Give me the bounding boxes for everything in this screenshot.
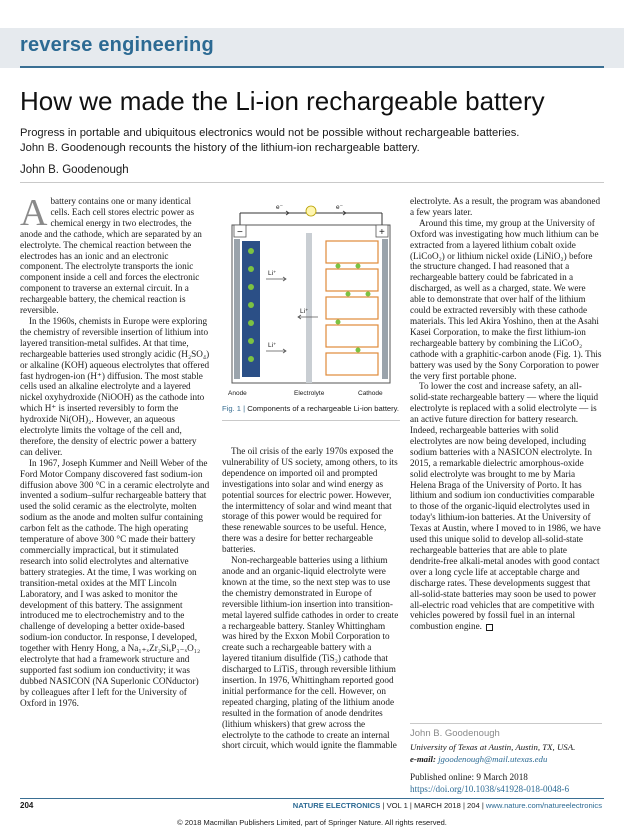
- electron-label: e⁻: [276, 204, 284, 211]
- author-byline: John B. Goodenough: [20, 164, 129, 176]
- lithium-ion: [346, 292, 351, 297]
- cathode-layer-4: [326, 325, 378, 347]
- ion-arrow-icon: [266, 349, 286, 353]
- email-link[interactable]: jgoodenough@mail.utexas.edu: [438, 754, 548, 764]
- body-paragraph: electrolyte. As a result, the program was abandoned a few years later.: [410, 196, 601, 217]
- figure-divider: [222, 420, 400, 421]
- body-paragraph: battery contains one or many identical cells. Each cell stores electric power as chemical energy in two electrodes, the anode and the cathode, which are separated by an electrolyte. The chemical reaction between the electrodes has an ionic and an electronic component. The electrolyte transports the ionic component inside a cell and forces the electronic component to traverse an external circuit. In a rechargeable battery, the chemical reaction is reversible.: [20, 196, 202, 316]
- figure-caption: [222, 404, 400, 413]
- header-rule: [20, 66, 604, 68]
- figure-number: Fig. 1 |: [222, 404, 246, 413]
- copyright-notice: © 2018 Macmillan Publishers Limited, part of Springer Nature. All rights reserved.: [177, 818, 447, 827]
- lithium-ion: [336, 264, 341, 269]
- cathode-layer-1: [326, 241, 378, 263]
- standfirst-line: John B. Goodenough recounts the history of the lithium-ion rechargeable battery.: [20, 142, 420, 154]
- page-number: 204: [20, 801, 34, 810]
- cathode-current-collector: [382, 239, 388, 379]
- lithium-ion: [356, 264, 361, 269]
- body-paragraph: The oil crisis of the early 1970s exposed the vulnerability of US society, among others, to its dependence on imported oil and prompted investigations into solar and wind energy as potential sources for electric power. However, the intermittency of solar and wind meant that storage of this power would be required for these renewable sources to be useful. Hence, there was a desire for better rechargeable batteries.: [222, 446, 398, 555]
- lithium-ion: [248, 320, 254, 326]
- lithium-ion: [336, 320, 341, 325]
- signature-name: John B. Goodenough: [410, 728, 500, 739]
- cathode-layer-3: [326, 297, 378, 319]
- lithium-ion: [248, 266, 254, 272]
- lightbulb-icon: [306, 206, 316, 216]
- battery-figure: [222, 196, 400, 416]
- lithium-ion: [248, 356, 254, 362]
- body-paragraph: [410, 381, 602, 632]
- signature-affiliation: University of Texas at Austin, Austin, TX, USA.: [410, 742, 576, 752]
- standfirst-line: Progress in portable and ubiquitous electronics would not be possible without rechargeable batteries.: [20, 127, 520, 139]
- signature-email: [410, 754, 547, 764]
- article-title: How we made the Li-ion rechargeable battery: [20, 86, 545, 116]
- lithium-ion: [356, 348, 361, 353]
- end-of-article-icon: [486, 624, 493, 631]
- cathode-layer-5: [326, 353, 378, 375]
- section-tag: reverse engineering: [20, 34, 214, 56]
- minus-sign: −: [237, 227, 243, 238]
- journal-name: NATURE ELECTRONICS: [292, 801, 381, 810]
- standfirst: [20, 126, 610, 156]
- lithium-ion: [366, 292, 371, 297]
- electron-arrow-icon: [334, 211, 346, 215]
- lithium-ion-label: Li⁺: [268, 270, 277, 277]
- drop-cap: A: [20, 192, 48, 234]
- anode-label: Anode: [228, 390, 247, 397]
- journal-line: [293, 801, 602, 810]
- lithium-ion-label: Li⁺: [300, 308, 309, 315]
- lithium-ion: [248, 302, 254, 308]
- electrolyte-label: Electrolyte: [294, 390, 325, 397]
- body-paragraph: In the 1960s, chemists in Europe were exploring the chemistry of reversible insertion of lithium into layered transition-metal sulfides. At that time, rechargeable batteries used strongly acidic (H₂SO₄) or alkaline (KOH) aqueous electrolytes that offered fast hydrogen-ion (H⁺) diffusion. The most stable cells used an alkaline electrolyte and a layered nickel oxyhydroxide (NiOOH) as the cathode into which H⁺ is inserted reversibly to form the hydroxide Ni(OH)₂. However, an aqueous electrolyte limits the voltage of the cell and, therefore, the density of electric power a battery can deliver.: [20, 315, 210, 457]
- plus-sign: +: [379, 227, 385, 238]
- electron-arrow-icon: [277, 211, 289, 215]
- cathode-lattice: [326, 241, 378, 375]
- issue-info: | VOL 1 | MARCH 2018 | 204 |: [382, 801, 484, 810]
- lithium-ion: [248, 338, 254, 344]
- byline-divider: [20, 182, 604, 183]
- electron-label: e⁻: [336, 204, 344, 211]
- cathode-label: Cathode: [358, 390, 383, 397]
- lithium-ion: [248, 248, 254, 254]
- body-column-3: [410, 196, 602, 632]
- cathode-layer-2: [326, 269, 378, 291]
- body-paragraph-text: To lower the cost and increase safety, an all-solid-state rechargeable battery — where the liquid electrolyte is replaced with a solid electrolyte — is an active future direction for battery research. Indeed, rechargeable batteries with solid electrolytes are now being developed, including sodium batteries with a NASICON electrolyte. In 2015, a remarkable dielectric amorphous-oxide solid electrolyte was brought to me by Maria Helena Braga of the University of Porto. It has lithium and sodium ion conductivities comparable to those of the organic-liquid electrolytes used in today's lithium-ion batteries. At the University of Texas at Austin, where I moved to in 1986, we have used this unique solid to develop all-solid-state rechargeable batteries that are able to plate dendrite-free alkali-metal anodes with good contact over a long cycle life at acceptable charge and discharge rates. These developments suggest that all-solid-state batteries may soon be used to power all-electric road vehicles that are competitive with vehicles powered by fossil fuel in an internal combustion engine.: [410, 381, 601, 632]
- ion-arrow-icon: [266, 277, 286, 281]
- body-paragraph: In 1967, Joseph Kummer and Neill Weber of the Ford Motor Company discovered fast sodium-ion diffusion above 300 °C in a ceramic electrolyte and invented a sodium–sulfur rechargeable battery that used the solid ceramic as the electrolyte, molten sodium as the anode and molten sulfur containing carbon felt as the cathode. The high operating temperature of above 300 °C made their battery commercially impractical, but it stimulated research into solid electrolytes and alternative battery strategies. At the time, I was working on transition-metal oxides at the MIT Lincoln Laboratory, and I was asked to monitor the development of this battery. The assignment introduced me to electrochemistry and to the challenge of developing a better oxide-based sodium-ion conductor. In response, I developed, together with Henry Hong, a Na₁₊ₓZr₂SiₓP₃₋ₓO₁₂ electrolyte that had a framework structure and supported fast sodium ion conductivity; it was dubbed NASICON (NA Superlonic CONductor) by colleagues after I left for the University of Oxford in 1976.: [20, 457, 210, 708]
- doi-link[interactable]: https://doi.org/10.1038/s41928-018-0048-6: [410, 784, 570, 794]
- body-paragraph: Around this time, my group at the University of Oxford was investigating how much lithium can be extracted from a layered lithium cobalt oxide (LiCoO₂) or lithium nickel oxide (LiNiO₂) before the structure changed. I had reasoned that a rechargeable battery could be fabricated in a discharged, as well as a charged, state. We were able to demonstrate that over half of the lithium could be extracted reversibly with these cathode materials. This led Akira Yoshino, then at the Asahi Kasei Corporation, to make the first lithium-ion rechargeable battery by combining the LiCoO₂ cathode with a graphitic-carbon anode (Fig. 1). This battery was used by the Sony Corporation to power the very first portable phone.: [410, 217, 602, 381]
- figure-caption-text: Components of a rechargeable Li-ion battery.: [247, 404, 400, 413]
- signature-divider: [410, 723, 602, 724]
- lithium-ion: [248, 284, 254, 290]
- journal-url[interactable]: www.nature.com/natureelectronics: [485, 801, 602, 810]
- email-label: e-mail:: [410, 754, 436, 764]
- published-date: Published online: 9 March 2018: [410, 772, 528, 782]
- anode-current-collector: [234, 239, 240, 379]
- footer-rule: [20, 798, 604, 799]
- body-column-2: [222, 446, 400, 751]
- body-column-1: [20, 192, 210, 709]
- body-paragraph: Non-rechargeable batteries using a lithium anode and an organic-liquid electrolyte were known at the time, so the next step was to use the chemistry demonstrated in Europe of reversible lithium-ion insertion into transition-metal layered sulfide cathodes in order to create a rechargeable battery. Stanley Whittingham was hired by the Exxon Mobil Corporation to create such a rechargeable battery with a layered titanium disulfide (TiS₂) cathode that discharged to LiTiS₂ through reversible lithium insertion. In 1976, Whittingham reported good initial performance for the cell. However, on repeated charging, plating of the lithium anode resulted in the formation of anode dendrites (lithium whiskers) that grew across the electrolyte to the cathode to create an internal short circuit, which would ignite the flammable: [222, 555, 399, 751]
- lithium-ion-label: Li⁺: [268, 342, 277, 349]
